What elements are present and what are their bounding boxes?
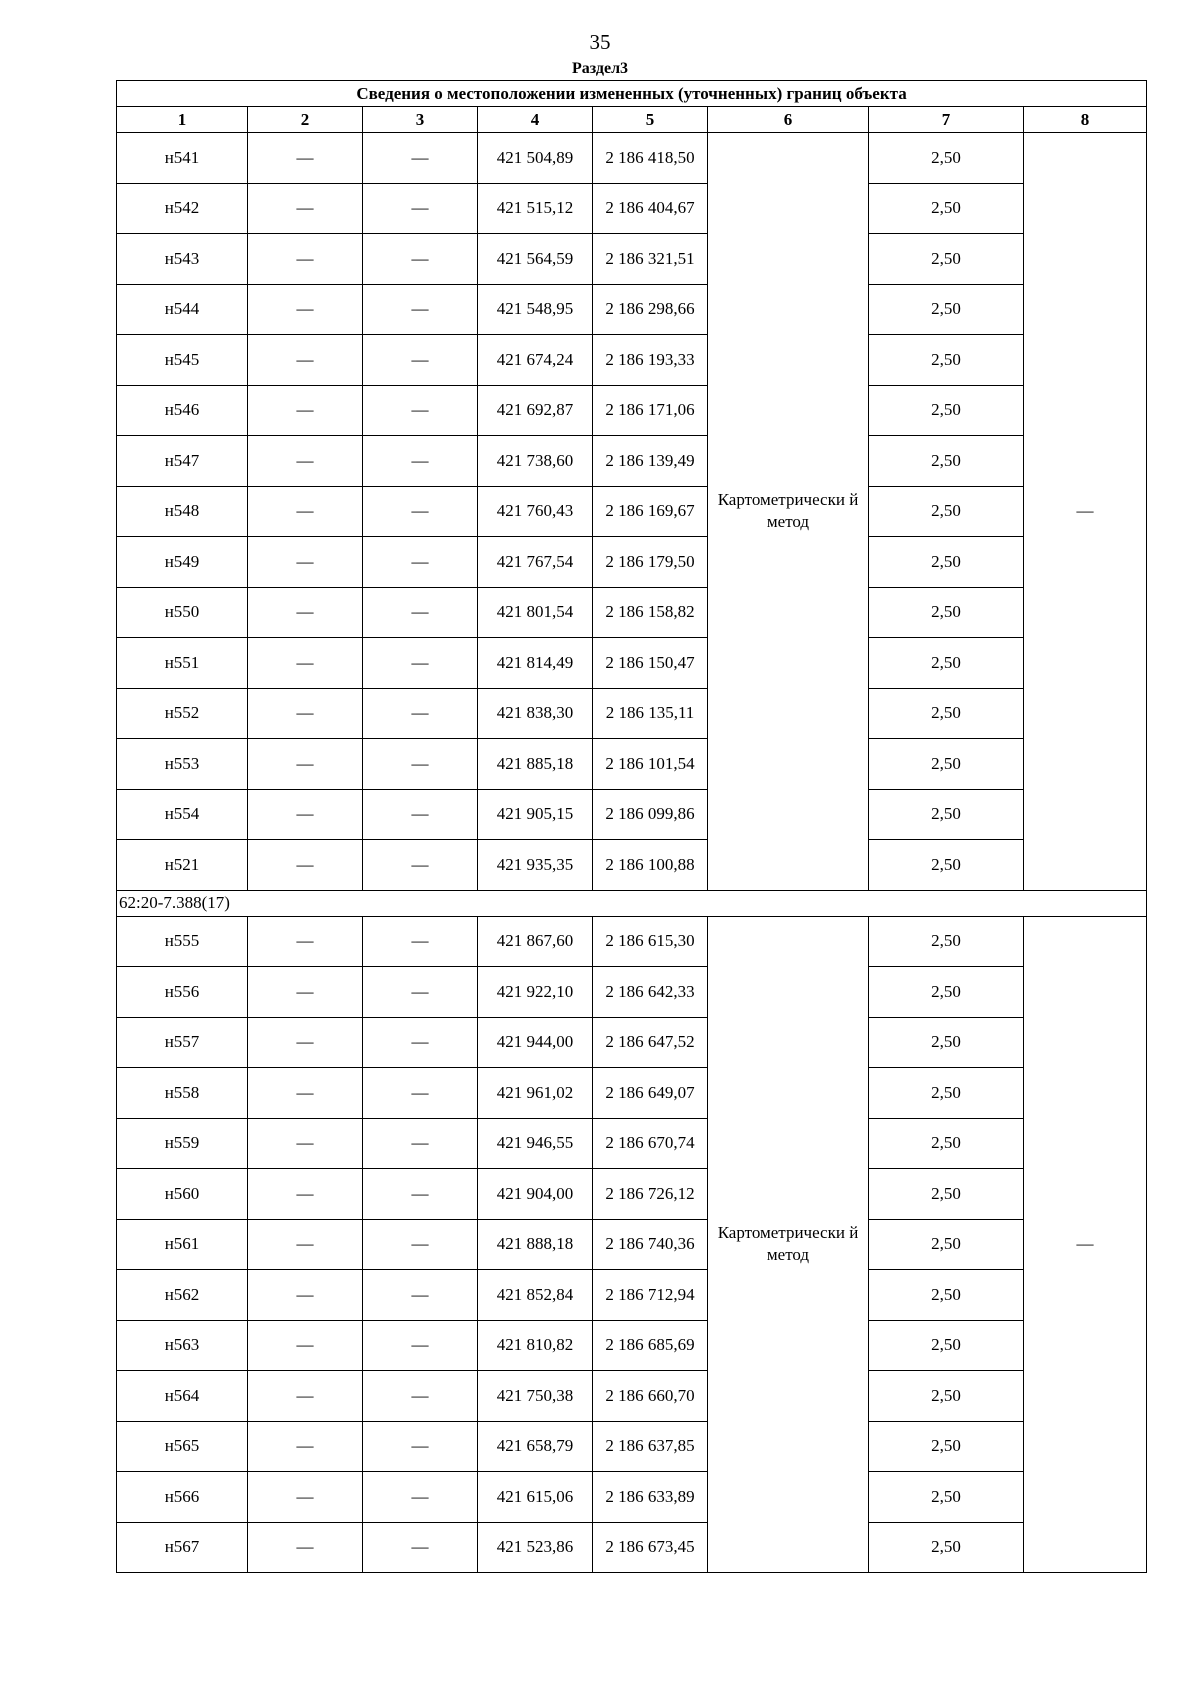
col3-cell: — (363, 916, 478, 967)
y-coordinate-cell: 2 186 712,94 (593, 1270, 708, 1321)
x-coordinate-cell: 421 760,43 (478, 486, 593, 537)
accuracy-cell: 2,50 (869, 789, 1024, 840)
col2-cell: — (248, 1371, 363, 1422)
col3-cell: — (363, 638, 478, 689)
point-name-cell: н566 (117, 1472, 248, 1523)
column-header: 6 (708, 107, 869, 133)
accuracy-cell: 2,50 (869, 436, 1024, 487)
point-name-cell: н554 (117, 789, 248, 840)
group-label-row (117, 890, 1147, 916)
accuracy-cell: 2,50 (869, 840, 1024, 891)
point-name-cell: н558 (117, 1068, 248, 1119)
x-coordinate-cell: 421 935,35 (478, 840, 593, 891)
col3-cell: — (363, 436, 478, 487)
column-header: 7 (869, 107, 1024, 133)
col2-cell: — (248, 840, 363, 891)
y-coordinate-cell: 2 186 660,70 (593, 1371, 708, 1422)
point-name-cell: н560 (117, 1169, 248, 1220)
x-coordinate-cell: 421 504,89 (478, 133, 593, 184)
page-number: 35 (589, 30, 611, 54)
x-coordinate-cell: 421 885,18 (478, 739, 593, 790)
x-coordinate-cell: 421 750,38 (478, 1371, 593, 1422)
x-coordinate-cell: 421 548,95 (478, 284, 593, 335)
col8-cell: — (1024, 133, 1147, 891)
point-name-cell: н546 (117, 385, 248, 436)
boundary-table (116, 80, 1147, 1573)
point-name-cell: н553 (117, 739, 248, 790)
col2-cell: — (248, 486, 363, 537)
y-coordinate-cell: 2 186 673,45 (593, 1522, 708, 1573)
table-row (117, 840, 1147, 891)
accuracy-cell: 2,50 (869, 385, 1024, 436)
col2-cell: — (248, 1169, 363, 1220)
table-row (117, 183, 1147, 234)
y-coordinate-cell: 2 186 100,88 (593, 840, 708, 891)
table-row (117, 1270, 1147, 1321)
col2-cell: — (248, 436, 363, 487)
table-row (117, 537, 1147, 588)
table-row (117, 133, 1147, 184)
point-name-cell: н550 (117, 587, 248, 638)
table-row (117, 1522, 1147, 1573)
point-name-cell: н552 (117, 688, 248, 739)
table-row (117, 1169, 1147, 1220)
y-coordinate-cell: 2 186 685,69 (593, 1320, 708, 1371)
col2-cell: — (248, 1068, 363, 1119)
table-row (117, 1320, 1147, 1371)
col2-cell: — (248, 284, 363, 335)
y-coordinate-cell: 2 186 649,07 (593, 1068, 708, 1119)
x-coordinate-cell: 421 674,24 (478, 335, 593, 386)
y-coordinate-cell: 2 186 637,85 (593, 1421, 708, 1472)
col3-cell: — (363, 1017, 478, 1068)
x-coordinate-cell: 421 564,59 (478, 234, 593, 285)
col2-cell: — (248, 1118, 363, 1169)
point-name-cell: н555 (117, 916, 248, 967)
y-coordinate-cell: 2 186 642,33 (593, 967, 708, 1018)
point-name-cell: н542 (117, 183, 248, 234)
accuracy-cell: 2,50 (869, 133, 1024, 184)
y-coordinate-cell: 2 186 179,50 (593, 537, 708, 588)
table-row (117, 284, 1147, 335)
y-coordinate-cell: 2 186 101,54 (593, 739, 708, 790)
point-name-cell: н557 (117, 1017, 248, 1068)
table-row (117, 638, 1147, 689)
table-row (117, 436, 1147, 487)
point-name-cell: н563 (117, 1320, 248, 1371)
x-coordinate-cell: 421 852,84 (478, 1270, 593, 1321)
x-coordinate-cell: 421 946,55 (478, 1118, 593, 1169)
group-label: 62:20-7.388(17) (117, 890, 1147, 916)
point-name-cell: н551 (117, 638, 248, 689)
col3-cell: — (363, 1522, 478, 1573)
col3-cell: — (363, 1219, 478, 1270)
accuracy-cell: 2,50 (869, 1421, 1024, 1472)
accuracy-cell: 2,50 (869, 967, 1024, 1018)
y-coordinate-cell: 2 186 404,67 (593, 183, 708, 234)
col3-cell: — (363, 284, 478, 335)
point-name-cell: н562 (117, 1270, 248, 1321)
point-name-cell: н547 (117, 436, 248, 487)
x-coordinate-cell: 421 814,49 (478, 638, 593, 689)
accuracy-cell: 2,50 (869, 537, 1024, 588)
y-coordinate-cell: 2 186 135,11 (593, 688, 708, 739)
point-name-cell: н545 (117, 335, 248, 386)
x-coordinate-cell: 421 838,30 (478, 688, 593, 739)
col2-cell: — (248, 967, 363, 1018)
point-name-cell: н521 (117, 840, 248, 891)
y-coordinate-cell: 2 186 615,30 (593, 916, 708, 967)
y-coordinate-cell: 2 186 193,33 (593, 335, 708, 386)
col2-cell: — (248, 537, 363, 588)
table-row (117, 688, 1147, 739)
accuracy-cell: 2,50 (869, 688, 1024, 739)
column-header: 5 (593, 107, 708, 133)
col2-cell: — (248, 1270, 363, 1321)
col3-cell: — (363, 967, 478, 1018)
accuracy-cell: 2,50 (869, 916, 1024, 967)
col3-cell: — (363, 486, 478, 537)
table-row (117, 1421, 1147, 1472)
accuracy-cell: 2,50 (869, 1068, 1024, 1119)
x-coordinate-cell: 421 867,60 (478, 916, 593, 967)
table-row (117, 916, 1147, 967)
accuracy-cell: 2,50 (869, 638, 1024, 689)
table-row (117, 1219, 1147, 1270)
x-coordinate-cell: 421 692,87 (478, 385, 593, 436)
accuracy-cell: 2,50 (869, 1472, 1024, 1523)
col3-cell: — (363, 234, 478, 285)
x-coordinate-cell: 421 888,18 (478, 1219, 593, 1270)
col2-cell: — (248, 916, 363, 967)
y-coordinate-cell: 2 186 726,12 (593, 1169, 708, 1220)
table-row (117, 1017, 1147, 1068)
col3-cell: — (363, 1169, 478, 1220)
table-row (117, 587, 1147, 638)
col2-cell: — (248, 1219, 363, 1270)
accuracy-cell: 2,50 (869, 1017, 1024, 1068)
x-coordinate-cell: 421 904,00 (478, 1169, 593, 1220)
table-row (117, 1371, 1147, 1422)
table-row (117, 335, 1147, 386)
y-coordinate-cell: 2 186 171,06 (593, 385, 708, 436)
x-coordinate-cell: 421 767,54 (478, 537, 593, 588)
col3-cell: — (363, 1472, 478, 1523)
point-name-cell: н548 (117, 486, 248, 537)
table-row (117, 486, 1147, 537)
col2-cell: — (248, 587, 363, 638)
col3-cell: — (363, 335, 478, 386)
col3-cell: — (363, 1068, 478, 1119)
point-name-cell: н565 (117, 1421, 248, 1472)
col3-cell: — (363, 789, 478, 840)
accuracy-cell: 2,50 (869, 1219, 1024, 1270)
point-name-cell: н543 (117, 234, 248, 285)
column-header: 1 (117, 107, 248, 133)
accuracy-cell: 2,50 (869, 1371, 1024, 1422)
accuracy-cell: 2,50 (869, 739, 1024, 790)
accuracy-cell: 2,50 (869, 183, 1024, 234)
col2-cell: — (248, 385, 363, 436)
x-coordinate-cell: 421 905,15 (478, 789, 593, 840)
accuracy-cell: 2,50 (869, 1118, 1024, 1169)
accuracy-cell: 2,50 (869, 1320, 1024, 1371)
point-name-cell: н564 (117, 1371, 248, 1422)
point-name-cell: н556 (117, 967, 248, 1018)
col2-cell: — (248, 1421, 363, 1472)
y-coordinate-cell: 2 186 158,82 (593, 587, 708, 638)
point-name-cell: н561 (117, 1219, 248, 1270)
column-header: 4 (478, 107, 593, 133)
y-coordinate-cell: 2 186 647,52 (593, 1017, 708, 1068)
col2-cell: — (248, 234, 363, 285)
column-header: 8 (1024, 107, 1147, 133)
col3-cell: — (363, 133, 478, 184)
column-header: 2 (248, 107, 363, 133)
table-row (117, 789, 1147, 840)
point-name-cell: н559 (117, 1118, 248, 1169)
x-coordinate-cell: 421 961,02 (478, 1068, 593, 1119)
y-coordinate-cell: 2 186 169,67 (593, 486, 708, 537)
method-cell: Картометрически й метод (708, 916, 869, 1573)
col3-cell: — (363, 385, 478, 436)
method-cell: Картометрически й метод (708, 133, 869, 891)
table-row (117, 967, 1147, 1018)
accuracy-cell: 2,50 (869, 486, 1024, 537)
y-coordinate-cell: 2 186 740,36 (593, 1219, 708, 1270)
point-name-cell: н544 (117, 284, 248, 335)
accuracy-cell: 2,50 (869, 1270, 1024, 1321)
table-row (117, 234, 1147, 285)
col3-cell: — (363, 739, 478, 790)
y-coordinate-cell: 2 186 150,47 (593, 638, 708, 689)
y-coordinate-cell: 2 186 418,50 (593, 133, 708, 184)
x-coordinate-cell: 421 944,00 (478, 1017, 593, 1068)
col2-cell: — (248, 133, 363, 184)
x-coordinate-cell: 421 658,79 (478, 1421, 593, 1472)
col3-cell: — (363, 688, 478, 739)
accuracy-cell: 2,50 (869, 1169, 1024, 1220)
x-coordinate-cell: 421 810,82 (478, 1320, 593, 1371)
y-coordinate-cell: 2 186 139,49 (593, 436, 708, 487)
col3-cell: — (363, 1371, 478, 1422)
col2-cell: — (248, 739, 363, 790)
col2-cell: — (248, 335, 363, 386)
col2-cell: — (248, 638, 363, 689)
col3-cell: — (363, 587, 478, 638)
accuracy-cell: 2,50 (869, 587, 1024, 638)
col3-cell: — (363, 537, 478, 588)
table-row (117, 1472, 1147, 1523)
x-coordinate-cell: 421 515,12 (478, 183, 593, 234)
col2-cell: — (248, 789, 363, 840)
x-coordinate-cell: 421 523,86 (478, 1522, 593, 1573)
col2-cell: — (248, 1522, 363, 1573)
column-header: 3 (363, 107, 478, 133)
accuracy-cell: 2,50 (869, 1522, 1024, 1573)
accuracy-cell: 2,50 (869, 284, 1024, 335)
col3-cell: — (363, 1118, 478, 1169)
y-coordinate-cell: 2 186 633,89 (593, 1472, 708, 1523)
y-coordinate-cell: 2 186 099,86 (593, 789, 708, 840)
table-caption: Сведения о местоположении измененных (уточненных) границ объекта (117, 81, 1147, 107)
col2-cell: — (248, 688, 363, 739)
column-header-row (117, 107, 1147, 133)
table-row (117, 1068, 1147, 1119)
col2-cell: — (248, 1320, 363, 1371)
point-name-cell: н567 (117, 1522, 248, 1573)
table-row (117, 1118, 1147, 1169)
col2-cell: — (248, 1472, 363, 1523)
point-name-cell: н541 (117, 133, 248, 184)
table-row (117, 385, 1147, 436)
col3-cell: — (363, 1320, 478, 1371)
section-title: Раздел3 (571, 60, 629, 77)
table-row (117, 739, 1147, 790)
point-name-cell: н549 (117, 537, 248, 588)
accuracy-cell: 2,50 (869, 234, 1024, 285)
y-coordinate-cell: 2 186 670,74 (593, 1118, 708, 1169)
x-coordinate-cell: 421 738,60 (478, 436, 593, 487)
col3-cell: — (363, 840, 478, 891)
col2-cell: — (248, 183, 363, 234)
col3-cell: — (363, 1421, 478, 1472)
x-coordinate-cell: 421 922,10 (478, 967, 593, 1018)
x-coordinate-cell: 421 801,54 (478, 587, 593, 638)
y-coordinate-cell: 2 186 321,51 (593, 234, 708, 285)
col3-cell: — (363, 183, 478, 234)
x-coordinate-cell: 421 615,06 (478, 1472, 593, 1523)
col8-cell: — (1024, 916, 1147, 1573)
y-coordinate-cell: 2 186 298,66 (593, 284, 708, 335)
col3-cell: — (363, 1270, 478, 1321)
accuracy-cell: 2,50 (869, 335, 1024, 386)
col2-cell: — (248, 1017, 363, 1068)
